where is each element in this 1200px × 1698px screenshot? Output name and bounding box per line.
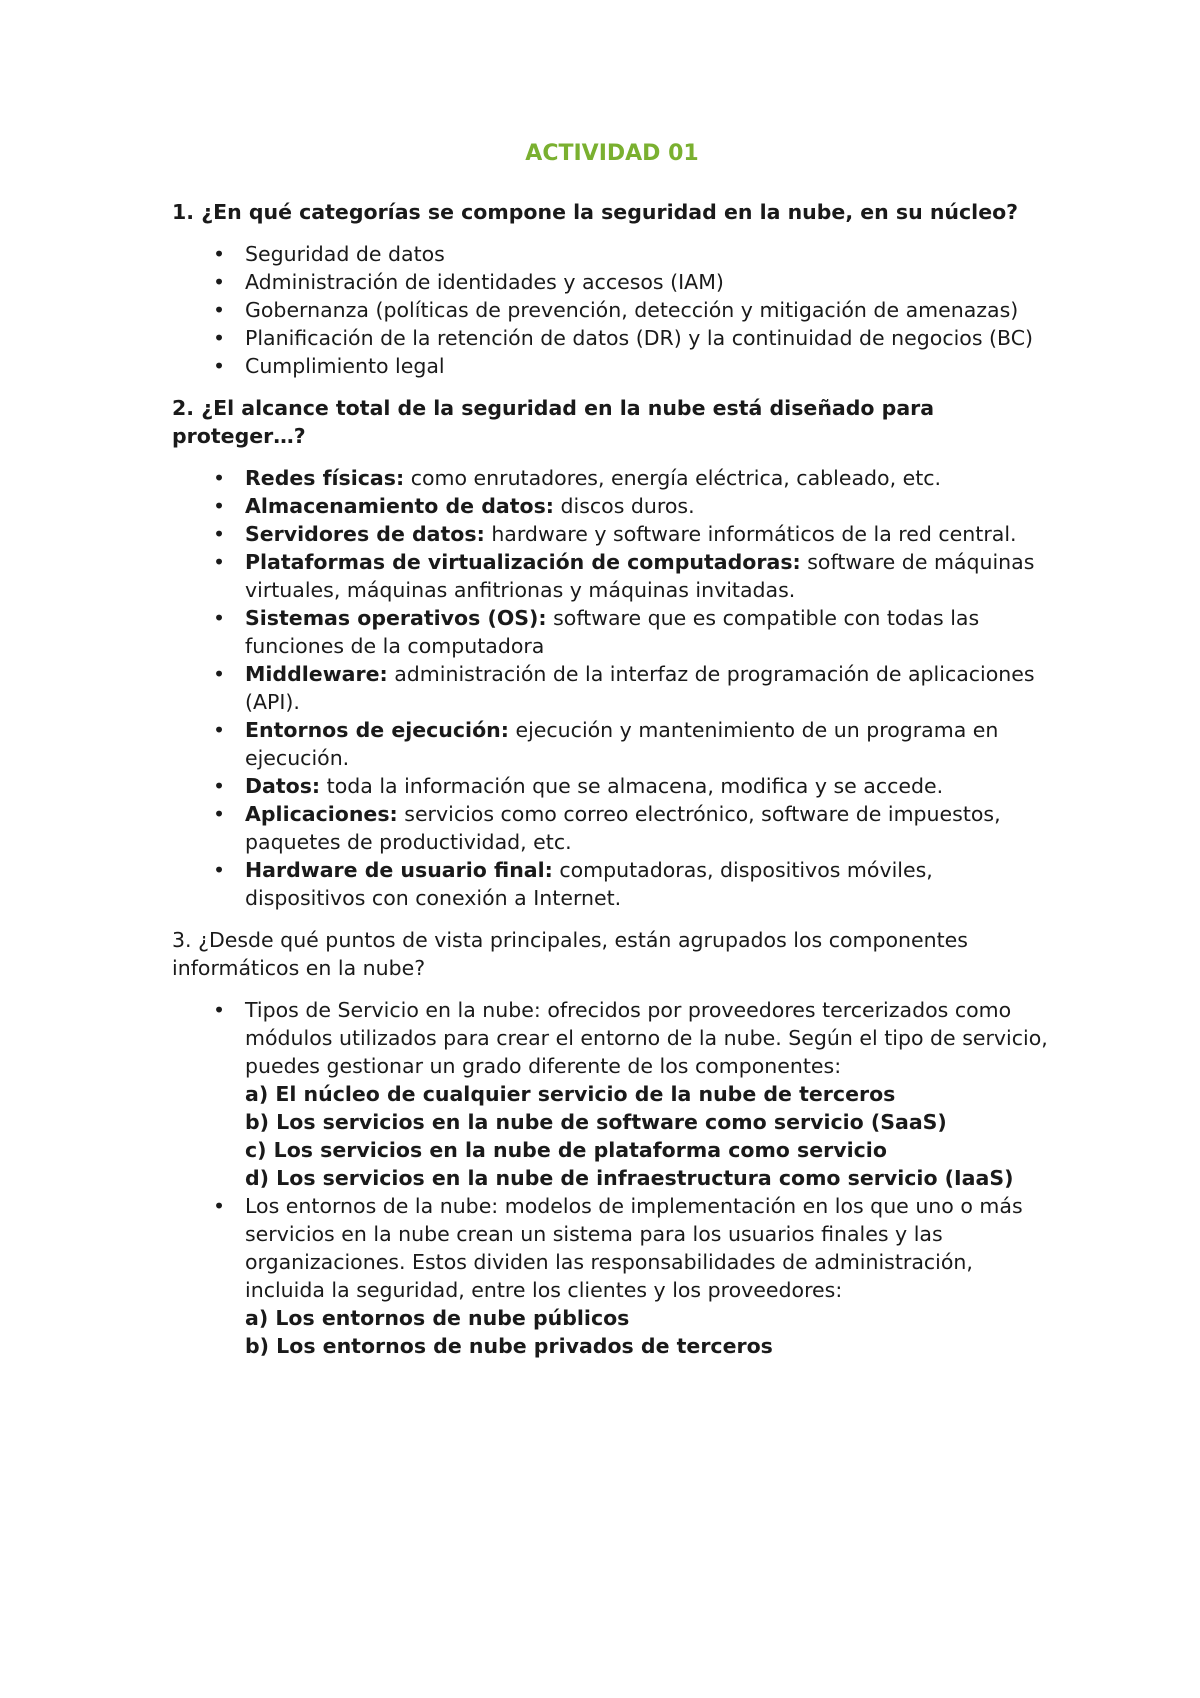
list-item-desc: hardware y software informáticos de la red central.	[484, 522, 1017, 546]
list-item-term: Redes físicas:	[245, 466, 405, 490]
list-item	[172, 856, 1052, 912]
bullet-icon: •	[213, 550, 226, 574]
list-item	[172, 800, 1052, 856]
bullet-icon: •	[213, 494, 226, 518]
list-item-desc: computadoras, dispositivos móviles, dispositivos con conexión a Internet.	[245, 858, 933, 910]
list-item-desc: software que es compatible con todas las funciones de la computadora	[245, 606, 980, 658]
list-item-term: Hardware de usuario final:	[245, 858, 553, 882]
list-item-text: Cumplimiento legal	[245, 354, 445, 378]
question-1: 1. ¿En qué categorías se compone la seguridad en la nube, en su núcleo?	[172, 200, 1019, 224]
list-item-term: Datos:	[245, 774, 321, 798]
list-item	[172, 268, 1052, 296]
list-item	[172, 604, 1052, 660]
list-item-desc: software de máquinas virtuales, máquinas anfitrionas y máquinas invitadas.	[245, 550, 1035, 602]
list-item-term: Plataformas de virtualización de computadoras:	[245, 550, 801, 574]
sub-item: d) Los servicios en la nube de infraestructura como servicio (IaaS)	[245, 1166, 1014, 1190]
list-item	[172, 464, 1052, 492]
bullet-icon: •	[213, 1194, 226, 1218]
list-item	[172, 520, 1052, 548]
bullet-icon: •	[213, 606, 226, 630]
question-3-list	[172, 996, 1052, 1360]
list-item	[172, 352, 1052, 380]
list-item-term: Entornos de ejecución:	[245, 718, 509, 742]
question-3: 3. ¿Desde qué puntos de vista principales, están agrupados los componentes informáticos en la nube?	[172, 928, 968, 980]
document-title: ACTIVIDAD 01	[525, 141, 699, 166]
sub-item: c) Los servicios en la nube de plataforma como servicio	[245, 1138, 887, 1162]
list-item-term: Aplicaciones:	[245, 802, 398, 826]
list-item	[172, 660, 1052, 716]
bullet-icon: •	[213, 298, 226, 322]
list-item	[172, 996, 1052, 1192]
list-item-text: Tipos de Servicio en la nube: ofrecidos por proveedores tercerizados como módulos utilizados para crear el entorno de la nube. Según el tipo de servicio, puedes gestionar un grado diferente de los componentes:	[245, 998, 1048, 1078]
bullet-icon: •	[213, 662, 226, 686]
sub-item: a) El núcleo de cualquier servicio de la nube de terceros	[245, 1082, 896, 1106]
question-2-list	[172, 464, 1052, 912]
list-item-desc: administración de la interfaz de programación de aplicaciones (API).	[245, 662, 1035, 714]
list-item-term: Sistemas operativos (OS):	[245, 606, 547, 630]
bullet-icon: •	[213, 242, 226, 266]
list-item-text: Gobernanza (políticas de prevención, detección y mitigación de amenazas)	[245, 298, 1019, 322]
list-item-text: Seguridad de datos	[245, 242, 445, 266]
list-item	[172, 240, 1052, 268]
document-page	[172, 140, 1052, 1374]
bullet-icon: •	[213, 802, 226, 826]
question-1-list	[172, 240, 1052, 380]
sub-item: b) Los entornos de nube privados de terceros	[245, 1334, 773, 1358]
bullet-icon: •	[213, 858, 226, 882]
bullet-icon: •	[213, 718, 226, 742]
question-2: 2. ¿El alcance total de la seguridad en la nube está diseñado para proteger…?	[172, 396, 935, 448]
bullet-icon: •	[213, 998, 226, 1022]
list-item-term: Almacenamiento de datos:	[245, 494, 554, 518]
list-item-desc: discos duros.	[553, 494, 695, 518]
sub-item: b) Los servicios en la nube de software como servicio (SaaS)	[245, 1110, 947, 1134]
list-item-text: Administración de identidades y accesos (IAM)	[245, 270, 724, 294]
list-item-desc: ejecución y mantenimiento de un programa en ejecución.	[245, 718, 999, 770]
list-item	[172, 772, 1052, 800]
list-item-term: Middleware:	[245, 662, 388, 686]
list-item-desc: servicios como correo electrónico, software de impuestos, paquetes de productividad, etc.	[245, 802, 1001, 854]
list-item-desc: toda la información que se almacena, modifica y se accede.	[320, 774, 944, 798]
sub-item: a) Los entornos de nube públicos	[245, 1306, 630, 1330]
list-item-term: Servidores de datos:	[245, 522, 485, 546]
list-item	[172, 324, 1052, 352]
list-item-text: Planificación de la retención de datos (DR) y la continuidad de negocios (BC)	[245, 326, 1034, 350]
bullet-icon: •	[213, 522, 226, 546]
bullet-icon: •	[213, 466, 226, 490]
list-item	[172, 492, 1052, 520]
bullet-icon: •	[213, 326, 226, 350]
list-item	[172, 716, 1052, 772]
bullet-icon: •	[213, 270, 226, 294]
list-item	[172, 1192, 1052, 1360]
bullet-icon: •	[213, 354, 226, 378]
list-item	[172, 548, 1052, 604]
list-item	[172, 296, 1052, 324]
list-item-desc: como enrutadores, energía eléctrica, cableado, etc.	[404, 466, 942, 490]
bullet-icon: •	[213, 774, 226, 798]
list-item-text: Los entornos de la nube: modelos de implementación en los que uno o más servicios en la nube crean un sistema para los usuarios finales y las organizaciones. Estos dividen las responsabilidades de administración, incluida la seguridad, entre los clientes y los proveedores:	[245, 1194, 1023, 1302]
